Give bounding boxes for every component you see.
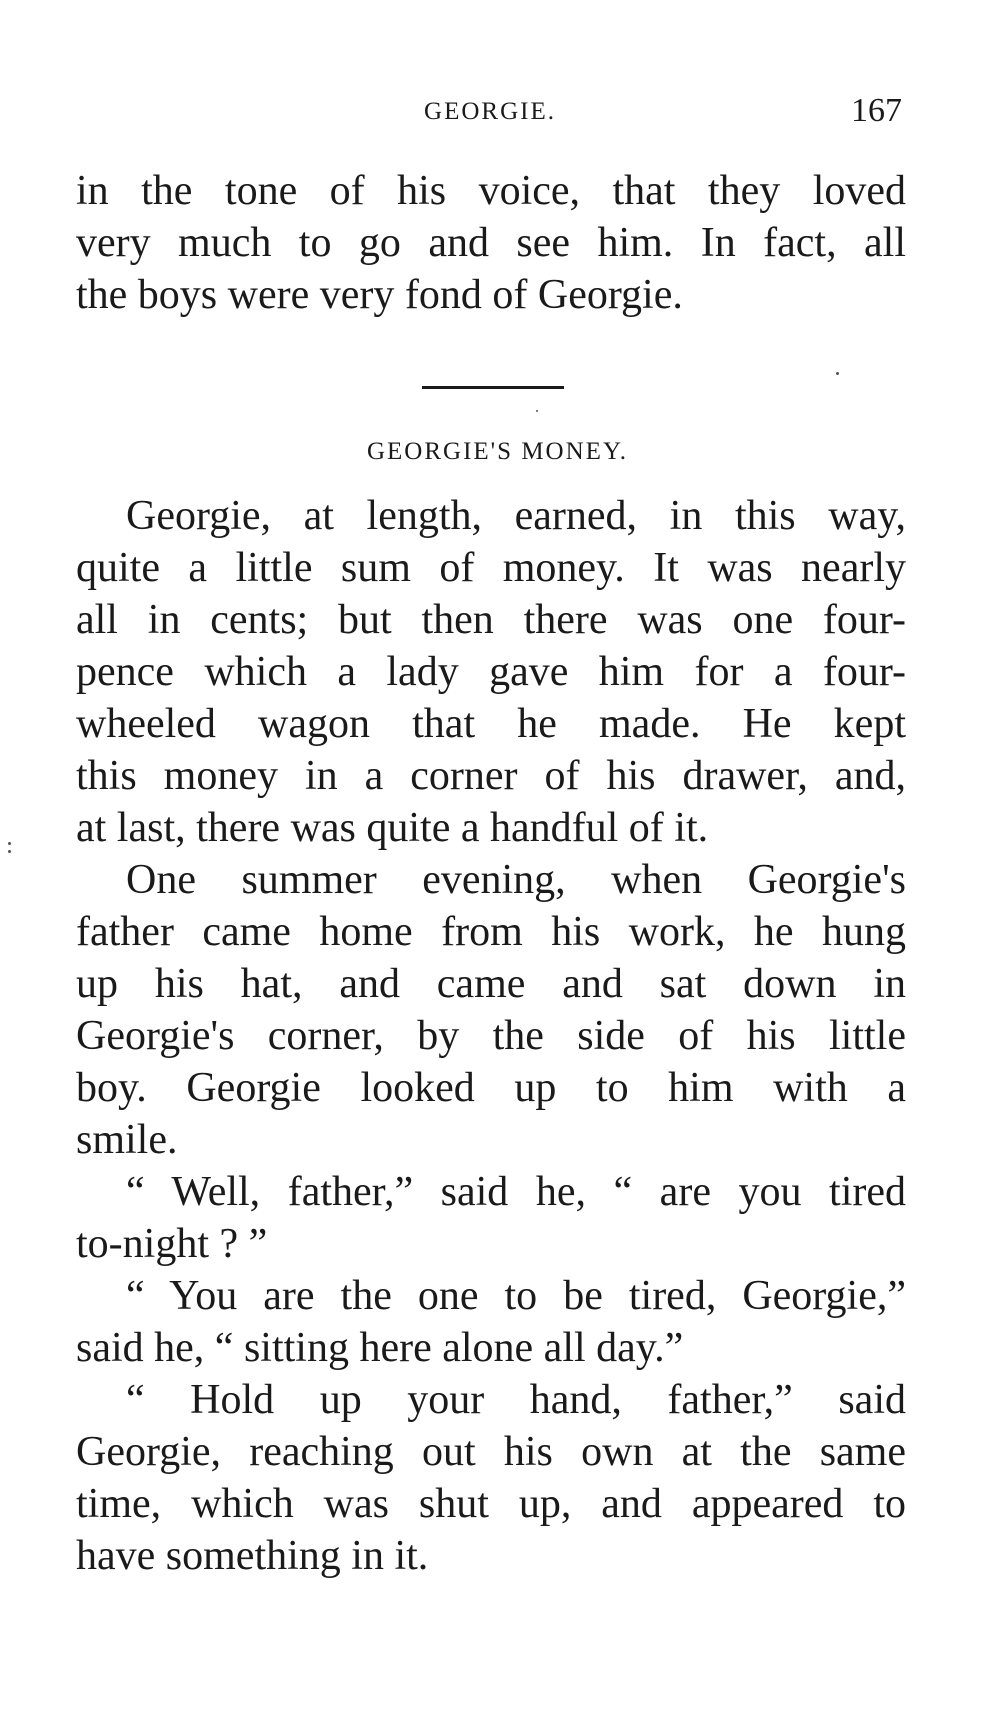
print-speck xyxy=(8,842,11,845)
page-number: 167 xyxy=(851,92,902,129)
text-line: One summer evening, when Georgie's xyxy=(126,857,906,903)
text-line: in the tone of his voice, that they loved xyxy=(76,168,906,214)
paragraph-5 xyxy=(76,1374,906,1582)
text-line: said he, “ sitting here alone all day.” xyxy=(76,1325,684,1371)
text-line: have something in it. xyxy=(76,1533,429,1579)
text-line: the boys were very fond of Georgie. xyxy=(76,272,683,318)
paragraph-1 xyxy=(76,490,906,854)
text-line: boy. Georgie looked up to him with a xyxy=(76,1065,906,1111)
text-line: Georgie, reaching out his own at the same xyxy=(76,1429,906,1475)
section-heading: GEORGIE'S MONEY. xyxy=(366,438,629,465)
running-header xyxy=(72,92,908,132)
text-line: father came home from his work, he hung xyxy=(76,909,906,955)
text-line: “ You are the one to be tired, Georgie,” xyxy=(126,1273,906,1319)
text-line: Georgie, at length, earned, in this way, xyxy=(126,493,906,539)
paragraph-4 xyxy=(76,1270,906,1374)
text-line: pence which a lady gave him for a four- xyxy=(76,649,906,695)
text-line: up his hat, and came and sat down in xyxy=(76,961,906,1007)
text-line: time, which was shut up, and appeared to xyxy=(76,1481,906,1527)
text-line: “ Hold up your hand, father,” said xyxy=(126,1377,906,1423)
paragraph-2 xyxy=(76,854,906,1166)
paragraph-3 xyxy=(76,1166,906,1270)
print-speck xyxy=(8,850,11,853)
text-line: wheeled wagon that he made. He kept xyxy=(76,701,906,747)
text-line: at last, there was quite a handful of it. xyxy=(76,805,709,851)
text-line: very much to go and see him. In fact, all xyxy=(76,220,906,266)
text-line: all in cents; but then there was one four- xyxy=(76,597,906,643)
text-line: Georgie's corner, by the side of his little xyxy=(76,1013,906,1059)
print-speck xyxy=(836,372,839,375)
text-line: smile. xyxy=(76,1117,178,1163)
print-speck xyxy=(536,410,538,412)
running-title: GEORGIE. xyxy=(424,98,556,125)
section-divider xyxy=(422,386,564,389)
opening-paragraph xyxy=(76,165,906,321)
text-line: to-night ? ” xyxy=(76,1221,268,1267)
text-line: “ Well, father,” said he, “ are you tired xyxy=(126,1169,906,1215)
text-line: quite a little sum of money. It was nearly xyxy=(76,545,906,591)
text-line: this money in a corner of his drawer, and, xyxy=(76,753,906,799)
